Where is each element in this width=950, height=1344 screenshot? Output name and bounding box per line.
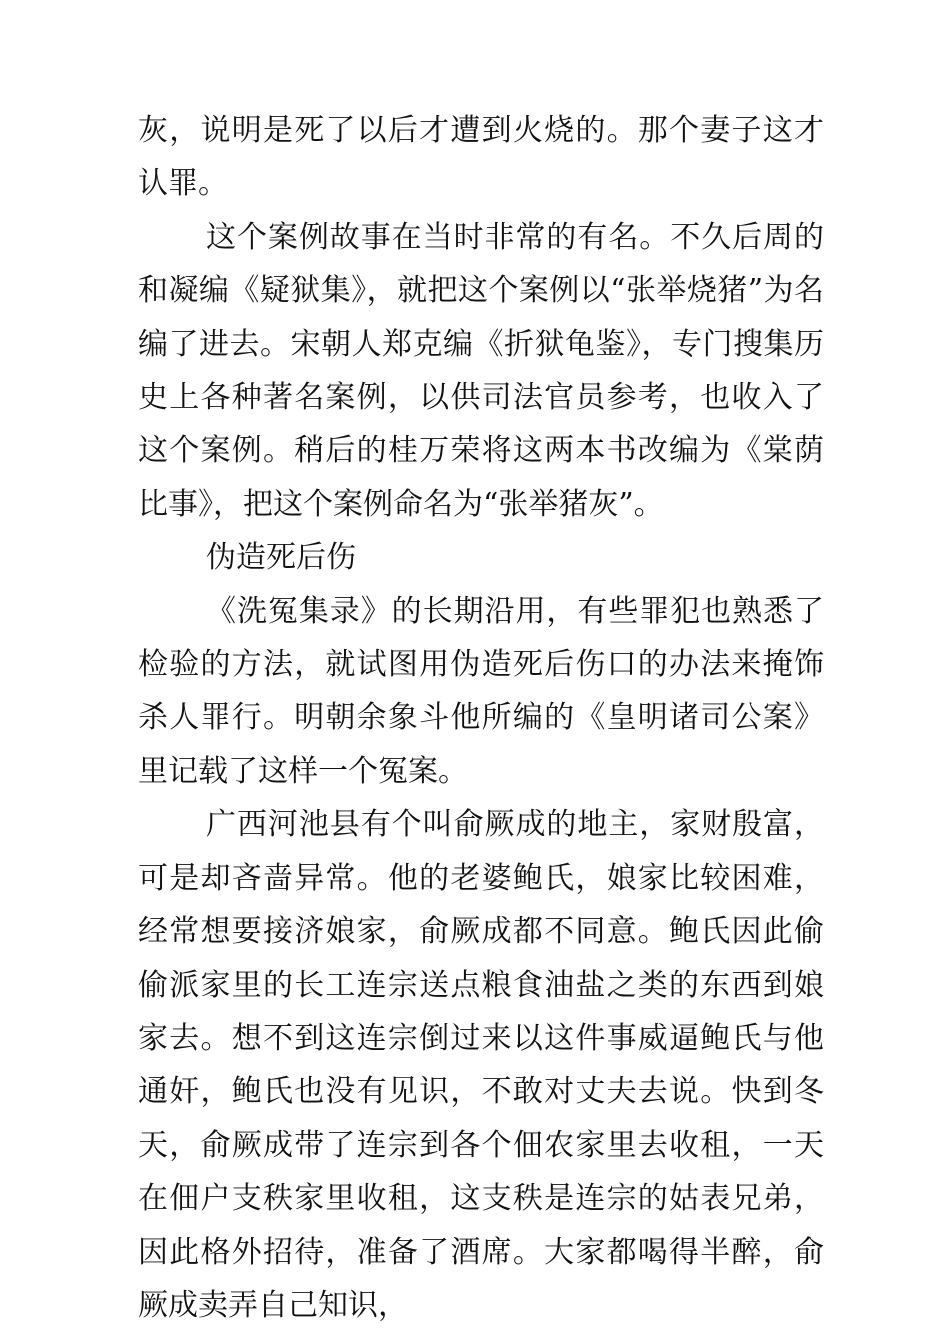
paragraph-2: 这个案例故事在当时非常的有名。不久后周的和凝编《疑狱集》，就把这个案例以“张举烧猪”为名编了进去。宋朝人郑克编《折狱龟鉴》，专门搜集历史上各种著名案例，以供司法官员参考，也收入了这个案例。稍后的桂万荣将这两本书改编为《棠荫比事》，把这个案例命名为“张举猪灰”。 [138,219,824,522]
paragraph-3: 《洗冤集录》的长期沿用，有些罪犯也熟悉了检验的方法，就试图用伪造死后伤口的办法来掩饰杀人罪行。明朝余象斗他所编的《皇明诸司公案》里记载了这样一个冤案。 [138,593,824,789]
paragraph-4: 广西河池县有个叫俞厥成的地主，家财殷富，可是却吝啬异常。他的老婆鲍氏，娘家比较困难，经常想要接济娘家，俞厥成都不同意。鲍氏因此偷偷派家里的长工连宗送点粮食油盐之类的东西到娘家去。想不到这连宗倒过来以这件事威逼鲍氏与他通奸，鲍氏也没有见识，不敢对丈夫去说。快到冬天，俞厥成带了连宗到各个佃农家里去收租，一天在佃户支秩家里收租，这支秩是连宗的姑表兄弟，因此格外招待，准备了酒席。大家都喝得半醉，俞厥成卖弄自己知识， [138,807,824,1323]
document-page [138,104,824,1332]
section-heading: 伪造死后伤 [206,540,356,576]
paragraph-1: 灰，说明是死了以后才遭到火烧的。那个妻子这才认罪。 [138,113,824,202]
